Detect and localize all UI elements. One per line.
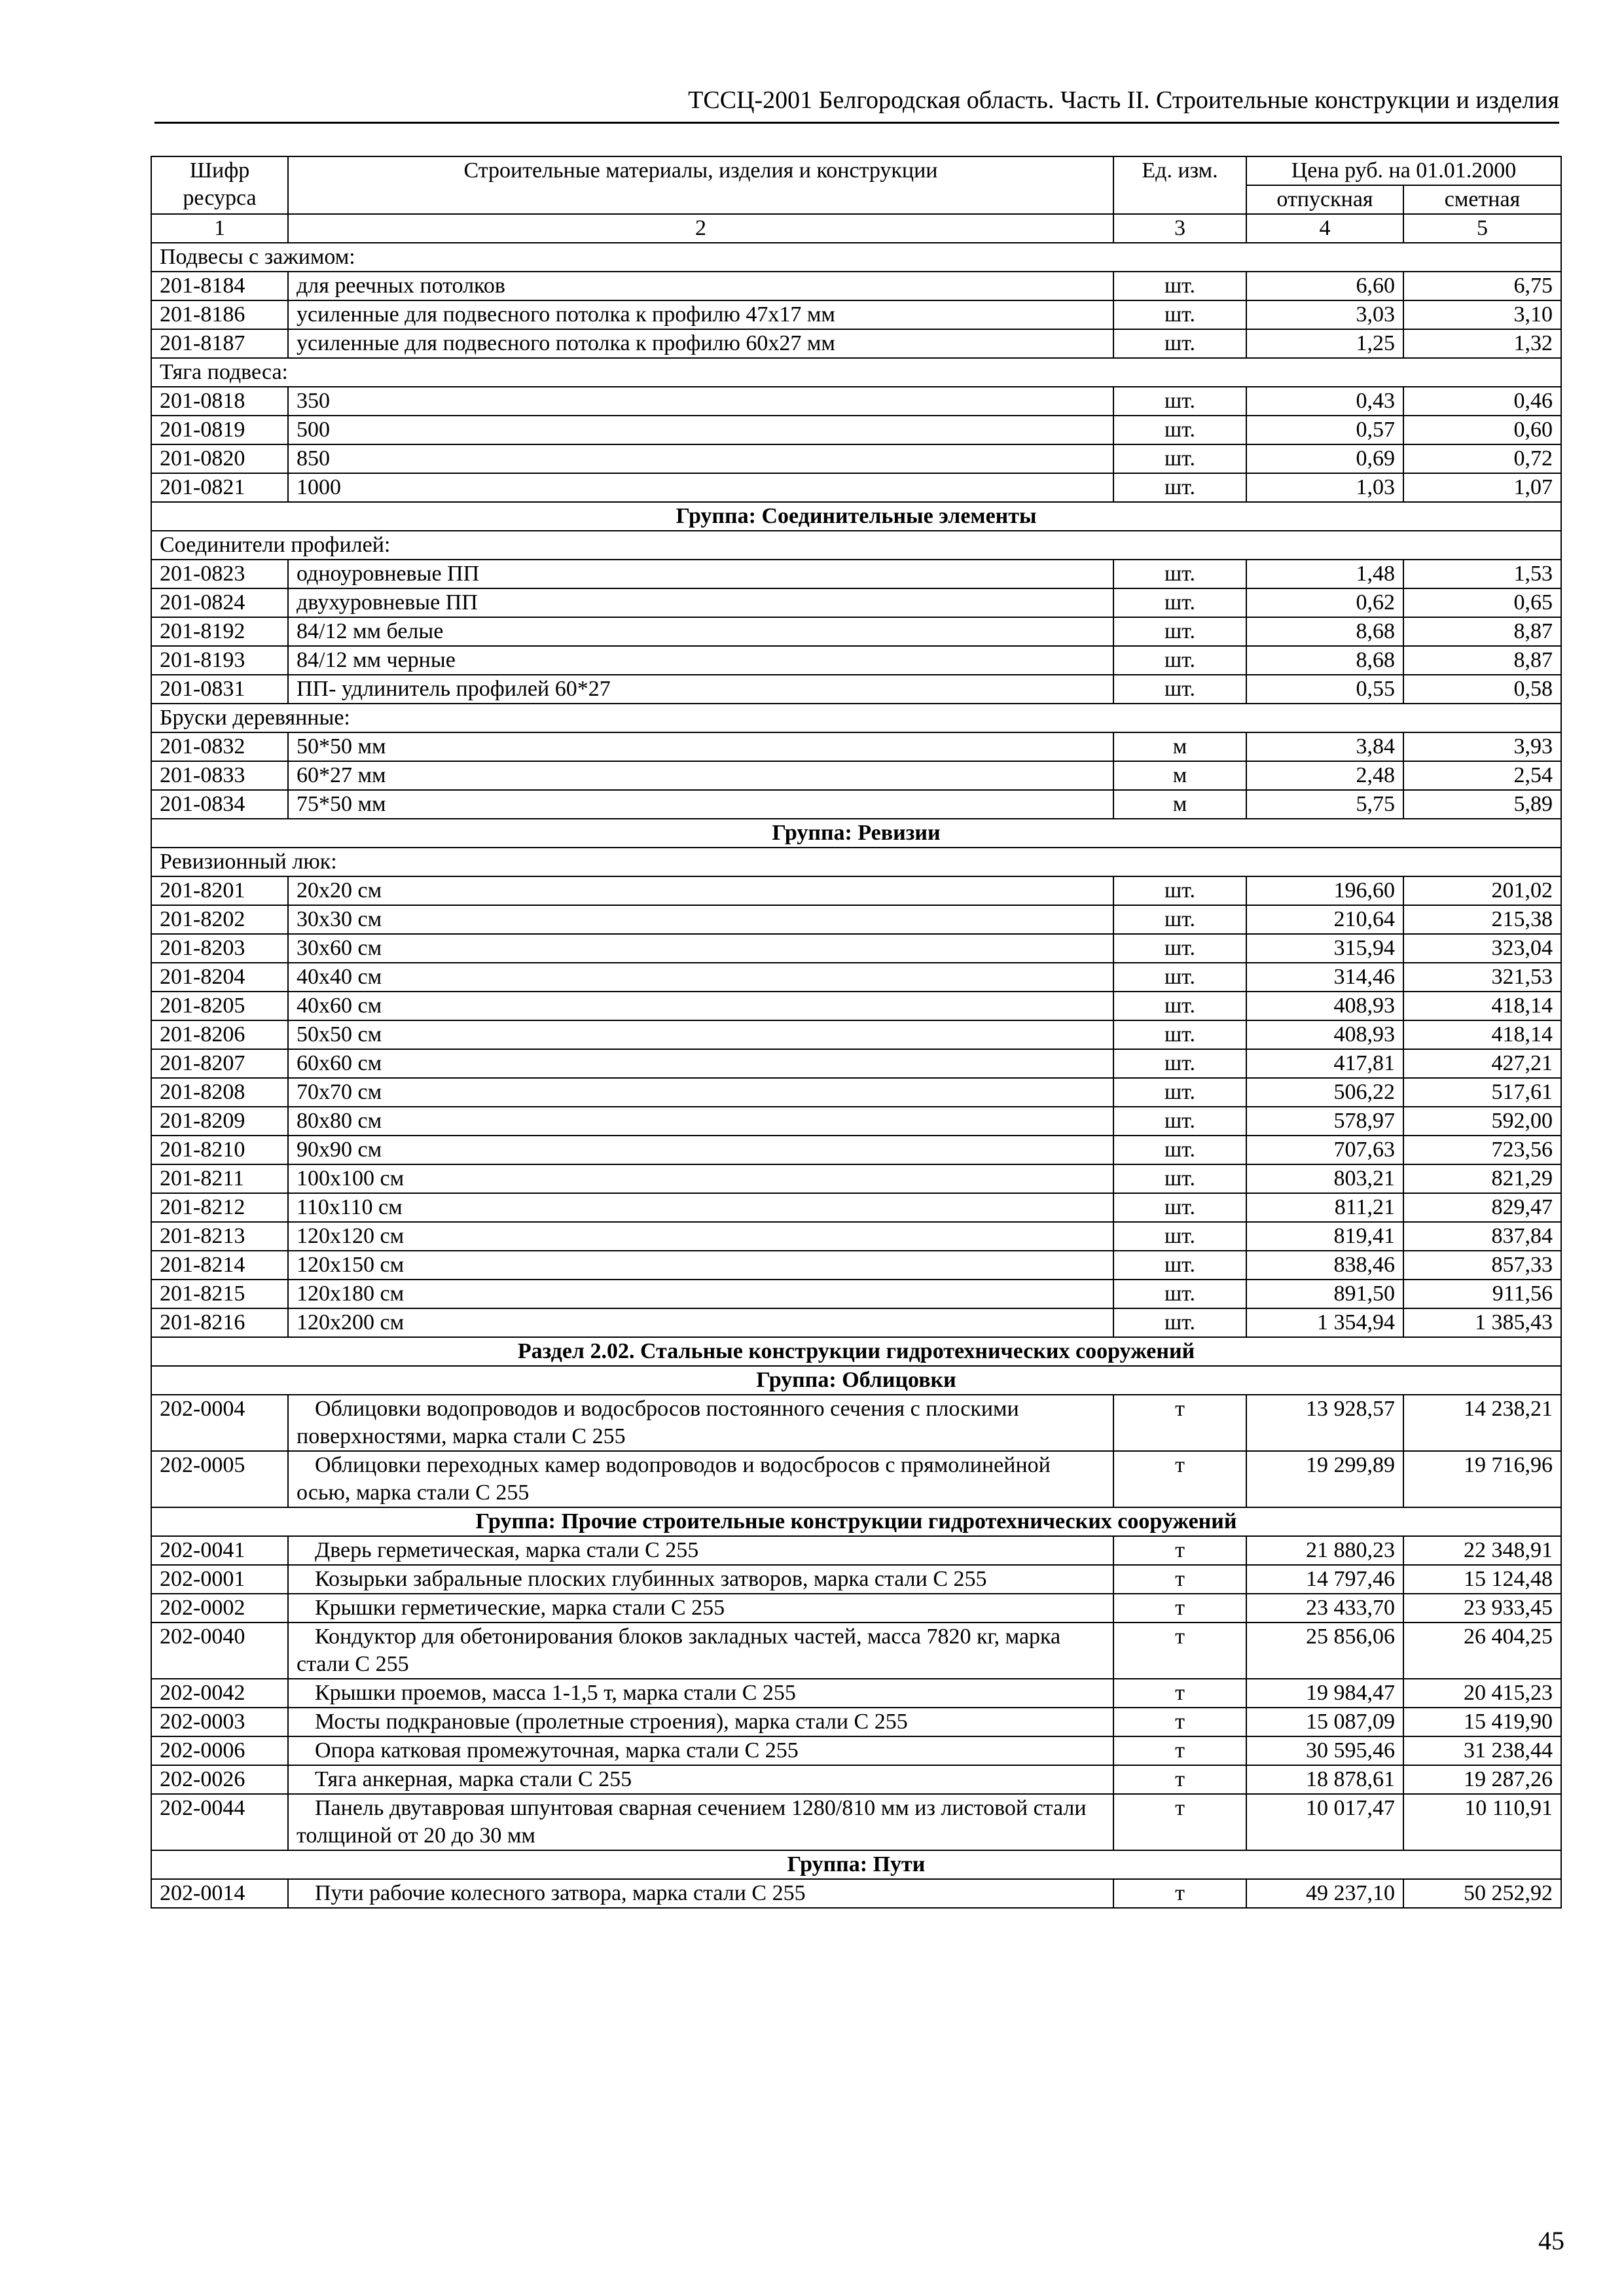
estimate-price: 26 404,25 — [1403, 1623, 1561, 1679]
unit-of-measure: шт. — [1113, 1164, 1246, 1193]
resource-code: 201-8212 — [151, 1193, 288, 1222]
release-price: 19 984,47 — [1246, 1679, 1403, 1708]
subgroup-heading: Подвесы с зажимом: — [151, 243, 1561, 272]
material-name: 30х30 см — [288, 905, 1113, 934]
material-name: 80х80 см — [288, 1107, 1113, 1136]
table-row — [151, 1708, 1561, 1736]
subgroup-heading-row — [151, 848, 1561, 876]
group-heading: Группа: Облицовки — [151, 1366, 1561, 1395]
subgroup-heading-row — [151, 358, 1561, 387]
unit-of-measure: шт. — [1113, 646, 1246, 675]
resource-code: 201-0824 — [151, 588, 288, 617]
table-row — [151, 963, 1561, 992]
release-price: 0,55 — [1246, 675, 1403, 704]
resource-code: 202-0004 — [151, 1395, 288, 1451]
table-row — [151, 1222, 1561, 1251]
estimate-price: 31 238,44 — [1403, 1736, 1561, 1765]
unit-of-measure: шт. — [1113, 675, 1246, 704]
subgroup-heading-row — [151, 704, 1561, 732]
estimate-price: 911,56 — [1403, 1280, 1561, 1308]
estimate-price: 1,53 — [1403, 560, 1561, 588]
estimate-price: 8,87 — [1403, 617, 1561, 646]
table-row — [151, 1623, 1561, 1679]
resource-code: 201-0832 — [151, 732, 288, 761]
unit-of-measure: шт. — [1113, 1308, 1246, 1337]
release-price: 0,62 — [1246, 588, 1403, 617]
unit-of-measure: т — [1113, 1879, 1246, 1908]
resource-code: 202-0014 — [151, 1879, 288, 1908]
material-name: 40х40 см — [288, 963, 1113, 992]
release-price: 3,84 — [1246, 732, 1403, 761]
group-heading: Группа: Ревизии — [151, 819, 1561, 848]
release-price: 408,93 — [1246, 992, 1403, 1020]
unit-of-measure: шт. — [1113, 416, 1246, 444]
material-name: Крышки герметические, марка стали С 255 — [288, 1594, 1113, 1623]
unit-of-measure: шт. — [1113, 329, 1246, 358]
resource-code: 202-0006 — [151, 1736, 288, 1765]
material-name: 50*50 мм — [288, 732, 1113, 761]
resource-code: 201-8209 — [151, 1107, 288, 1136]
estimate-price: 3,93 — [1403, 732, 1561, 761]
unit-of-measure: шт. — [1113, 1107, 1246, 1136]
table-row — [151, 1451, 1561, 1507]
table-row — [151, 1049, 1561, 1078]
estimate-price: 0,46 — [1403, 387, 1561, 416]
resource-code: 201-0818 — [151, 387, 288, 416]
release-price: 0,57 — [1246, 416, 1403, 444]
resource-code: 201-0821 — [151, 473, 288, 502]
unit-of-measure: шт. — [1113, 992, 1246, 1020]
group-heading-row — [151, 1507, 1561, 1536]
material-name: 75*50 мм — [288, 790, 1113, 819]
table-row — [151, 1193, 1561, 1222]
resource-code: 202-0044 — [151, 1794, 288, 1850]
resource-code: 202-0005 — [151, 1451, 288, 1507]
material-name: 850 — [288, 444, 1113, 473]
estimate-price: 857,33 — [1403, 1251, 1561, 1280]
resource-code: 201-8208 — [151, 1078, 288, 1107]
unit-of-measure: т — [1113, 1623, 1246, 1679]
release-price: 1 354,94 — [1246, 1308, 1403, 1337]
table-row — [151, 387, 1561, 416]
unit-of-measure: т — [1113, 1451, 1246, 1507]
unit-of-measure: шт. — [1113, 963, 1246, 992]
material-name: 60х60 см — [288, 1049, 1113, 1078]
unit-of-measure: т — [1113, 1765, 1246, 1794]
resource-code: 201-8187 — [151, 329, 288, 358]
release-price: 838,46 — [1246, 1251, 1403, 1280]
estimate-price: 201,02 — [1403, 876, 1561, 905]
estimate-price: 6,75 — [1403, 272, 1561, 300]
material-name: Дверь герметическая, марка стали С 255 — [288, 1536, 1113, 1565]
table-row — [151, 876, 1561, 905]
subgroup-heading: Ревизионный люк: — [151, 848, 1561, 876]
release-price: 23 433,70 — [1246, 1594, 1403, 1623]
release-price: 30 595,46 — [1246, 1736, 1403, 1765]
estimate-price: 2,54 — [1403, 761, 1561, 790]
material-name: Опора катковая промежуточная, марка стали С 255 — [288, 1736, 1113, 1765]
material-name: усиленные для подвесного потолка к профилю 47х17 мм — [288, 300, 1113, 329]
group-heading-row — [151, 819, 1561, 848]
table-row — [151, 1078, 1561, 1107]
col-header-name: Строительные материалы, изделия и конструкции — [288, 156, 1113, 214]
resource-code: 201-8210 — [151, 1136, 288, 1164]
release-price: 1,48 — [1246, 560, 1403, 588]
estimate-price: 8,87 — [1403, 646, 1561, 675]
unit-of-measure: шт. — [1113, 1049, 1246, 1078]
estimate-price: 0,65 — [1403, 588, 1561, 617]
release-price: 196,60 — [1246, 876, 1403, 905]
group-heading-row — [151, 502, 1561, 531]
material-name: 40х60 см — [288, 992, 1113, 1020]
resource-code: 201-8214 — [151, 1251, 288, 1280]
material-name: Мосты подкрановые (пролетные строения), марка стали С 255 — [288, 1708, 1113, 1736]
table-row — [151, 1679, 1561, 1708]
release-price: 0,43 — [1246, 387, 1403, 416]
column-number: 3 — [1113, 214, 1246, 243]
resource-code: 201-8192 — [151, 617, 288, 646]
col-header-estimate-price: сметная — [1403, 185, 1561, 214]
estimate-price: 418,14 — [1403, 1020, 1561, 1049]
material-name: Тяга анкерная, марка стали С 255 — [288, 1765, 1113, 1794]
unit-of-measure: т — [1113, 1395, 1246, 1451]
release-price: 5,75 — [1246, 790, 1403, 819]
table-row — [151, 473, 1561, 502]
column-number: 2 — [288, 214, 1113, 243]
material-name: 84/12 мм белые — [288, 617, 1113, 646]
group-heading-row — [151, 1366, 1561, 1395]
unit-of-measure: т — [1113, 1679, 1246, 1708]
unit-of-measure: шт. — [1113, 473, 1246, 502]
section-heading-row — [151, 1337, 1561, 1366]
table-row — [151, 732, 1561, 761]
column-number-row — [151, 214, 1561, 243]
page-header — [154, 84, 1559, 124]
table-row — [151, 1136, 1561, 1164]
unit-of-measure: т — [1113, 1565, 1246, 1594]
release-price: 417,81 — [1246, 1049, 1403, 1078]
group-heading: Группа: Прочие строительные конструкции гидротехнических сооружений — [151, 1507, 1561, 1536]
material-name: 120х180 см — [288, 1280, 1113, 1308]
material-name: 50х50 см — [288, 1020, 1113, 1049]
resource-code: 201-8186 — [151, 300, 288, 329]
table-row — [151, 444, 1561, 473]
release-price: 14 797,46 — [1246, 1565, 1403, 1594]
unit-of-measure: м — [1113, 761, 1246, 790]
table-row — [151, 934, 1561, 963]
resource-code: 201-8205 — [151, 992, 288, 1020]
estimate-price: 15 419,90 — [1403, 1708, 1561, 1736]
unit-of-measure: шт. — [1113, 876, 1246, 905]
estimate-price: 427,21 — [1403, 1049, 1561, 1078]
material-name: 120х200 см — [288, 1308, 1113, 1337]
table-row — [151, 1164, 1561, 1193]
table-row — [151, 416, 1561, 444]
unit-of-measure: шт. — [1113, 1136, 1246, 1164]
table-row — [151, 646, 1561, 675]
material-name: 90х90 см — [288, 1136, 1113, 1164]
table-row — [151, 1536, 1561, 1565]
unit-of-measure: т — [1113, 1794, 1246, 1850]
material-name: усиленные для подвесного потолка к профилю 60х27 мм — [288, 329, 1113, 358]
price-table — [151, 156, 1562, 1909]
unit-of-measure: шт. — [1113, 617, 1246, 646]
estimate-price: 19 716,96 — [1403, 1451, 1561, 1507]
resource-code: 201-8202 — [151, 905, 288, 934]
group-heading: Группа: Пути — [151, 1850, 1561, 1879]
table-row — [151, 588, 1561, 617]
material-name: Козырьки забральные плоских глубинных затворов, марка стали С 255 — [288, 1565, 1113, 1594]
column-number: 4 — [1246, 214, 1403, 243]
estimate-price: 14 238,21 — [1403, 1395, 1561, 1451]
release-price: 8,68 — [1246, 646, 1403, 675]
col-header-code: Шифр ресурса — [151, 156, 288, 214]
table-row — [151, 905, 1561, 934]
estimate-price: 821,29 — [1403, 1164, 1561, 1193]
unit-of-measure: шт. — [1113, 1078, 1246, 1107]
release-price: 1,25 — [1246, 329, 1403, 358]
unit-of-measure: шт. — [1113, 1222, 1246, 1251]
table-row — [151, 1765, 1561, 1794]
material-name: Кондуктор для обетонирования блоков закладных частей, масса 7820 кг, марка стали С 255 — [288, 1623, 1113, 1679]
unit-of-measure: м — [1113, 790, 1246, 819]
document-title: ТССЦ-2001 Белгородская область. Часть II. Строительные конструкции и изделия — [688, 86, 1559, 114]
group-heading: Группа: Соединительные элементы — [151, 502, 1561, 531]
table-row — [151, 790, 1561, 819]
unit-of-measure: шт. — [1113, 560, 1246, 588]
material-name: двухуровневые ПП — [288, 588, 1113, 617]
table-row — [151, 617, 1561, 646]
estimate-price: 321,53 — [1403, 963, 1561, 992]
release-price: 819,41 — [1246, 1222, 1403, 1251]
material-name: 110х110 см — [288, 1193, 1113, 1222]
unit-of-measure: шт. — [1113, 444, 1246, 473]
unit-of-measure: шт. — [1113, 1193, 1246, 1222]
estimate-price: 1,07 — [1403, 473, 1561, 502]
release-price: 314,46 — [1246, 963, 1403, 992]
unit-of-measure: шт. — [1113, 934, 1246, 963]
resource-code: 202-0003 — [151, 1708, 288, 1736]
table-row — [151, 1594, 1561, 1623]
resource-code: 202-0041 — [151, 1536, 288, 1565]
estimate-price: 323,04 — [1403, 934, 1561, 963]
table-row — [151, 560, 1561, 588]
table-row — [151, 1251, 1561, 1280]
release-price: 21 880,23 — [1246, 1536, 1403, 1565]
table-row — [151, 1879, 1561, 1908]
resource-code: 201-8203 — [151, 934, 288, 963]
unit-of-measure: т — [1113, 1536, 1246, 1565]
resource-code: 201-8211 — [151, 1164, 288, 1193]
material-name: для реечных потолков — [288, 272, 1113, 300]
release-price: 315,94 — [1246, 934, 1403, 963]
resource-code: 201-8207 — [151, 1049, 288, 1078]
release-price: 811,21 — [1246, 1193, 1403, 1222]
subgroup-heading: Бруски деревянные: — [151, 704, 1561, 732]
estimate-price: 20 415,23 — [1403, 1679, 1561, 1708]
estimate-price: 10 110,91 — [1403, 1794, 1561, 1850]
material-name: 20х20 см — [288, 876, 1113, 905]
group-heading-row — [151, 1850, 1561, 1879]
table-row — [151, 992, 1561, 1020]
release-price: 803,21 — [1246, 1164, 1403, 1193]
resource-code: 202-0040 — [151, 1623, 288, 1679]
resource-code: 201-8193 — [151, 646, 288, 675]
release-price: 18 878,61 — [1246, 1765, 1403, 1794]
unit-of-measure: т — [1113, 1594, 1246, 1623]
material-name: 500 — [288, 416, 1113, 444]
material-name: 70х70 см — [288, 1078, 1113, 1107]
unit-of-measure: шт. — [1113, 905, 1246, 934]
table-header-row — [151, 156, 1561, 185]
estimate-price: 19 287,26 — [1403, 1765, 1561, 1794]
unit-of-measure: шт. — [1113, 1251, 1246, 1280]
estimate-price: 1,32 — [1403, 329, 1561, 358]
table-row — [151, 329, 1561, 358]
material-name: одноуровневые ПП — [288, 560, 1113, 588]
resource-code: 201-0823 — [151, 560, 288, 588]
estimate-price: 837,84 — [1403, 1222, 1561, 1251]
estimate-price: 15 124,48 — [1403, 1565, 1561, 1594]
table-row — [151, 761, 1561, 790]
resource-code: 202-0002 — [151, 1594, 288, 1623]
material-name: Панель двутавровая шпунтовая сварная сечением 1280/810 мм из листовой стали толщиной от 20 до 30 мм — [288, 1794, 1113, 1850]
material-name: 60*27 мм — [288, 761, 1113, 790]
resource-code: 201-0834 — [151, 790, 288, 819]
material-name: Облицовки переходных камер водопроводов и водосбросов с прямолинейной осью, марка стали С 255 — [288, 1451, 1113, 1507]
material-name: 120х150 см — [288, 1251, 1113, 1280]
estimate-price: 50 252,92 — [1403, 1879, 1561, 1908]
release-price: 15 087,09 — [1246, 1708, 1403, 1736]
subgroup-heading-row — [151, 243, 1561, 272]
release-price: 10 017,47 — [1246, 1794, 1403, 1850]
release-price: 49 237,10 — [1246, 1879, 1403, 1908]
release-price: 3,03 — [1246, 300, 1403, 329]
material-name: Пути рабочие колесного затвора, марка стали С 255 — [288, 1879, 1113, 1908]
estimate-price: 5,89 — [1403, 790, 1561, 819]
estimate-price: 22 348,91 — [1403, 1536, 1561, 1565]
resource-code: 202-0026 — [151, 1765, 288, 1794]
release-price: 13 928,57 — [1246, 1395, 1403, 1451]
resource-code: 201-0819 — [151, 416, 288, 444]
resource-code: 201-8201 — [151, 876, 288, 905]
estimate-price: 829,47 — [1403, 1193, 1561, 1222]
estimate-price: 592,00 — [1403, 1107, 1561, 1136]
price-table-body — [151, 156, 1561, 1908]
subgroup-heading: Тяга подвеса: — [151, 358, 1561, 387]
material-name: 120х120 см — [288, 1222, 1113, 1251]
estimate-price: 418,14 — [1403, 992, 1561, 1020]
column-number: 5 — [1403, 214, 1561, 243]
subgroup-heading: Соединители профилей: — [151, 531, 1561, 560]
resource-code: 202-0001 — [151, 1565, 288, 1594]
unit-of-measure: м — [1113, 732, 1246, 761]
table-row — [151, 1107, 1561, 1136]
estimate-price: 215,38 — [1403, 905, 1561, 934]
unit-of-measure: шт. — [1113, 300, 1246, 329]
release-price: 1,03 — [1246, 473, 1403, 502]
unit-of-measure: т — [1113, 1736, 1246, 1765]
resource-code: 201-8204 — [151, 963, 288, 992]
estimate-price: 0,58 — [1403, 675, 1561, 704]
table-row — [151, 1280, 1561, 1308]
resource-code: 201-8184 — [151, 272, 288, 300]
table-row — [151, 272, 1561, 300]
section-heading: Раздел 2.02. Стальные конструкции гидротехнических сооружений — [151, 1337, 1561, 1366]
release-price: 408,93 — [1246, 1020, 1403, 1049]
table-row — [151, 1565, 1561, 1594]
resource-code: 201-8216 — [151, 1308, 288, 1337]
resource-code: 201-8213 — [151, 1222, 288, 1251]
col-header-release-price: отпускная — [1246, 185, 1403, 214]
estimate-price: 0,60 — [1403, 416, 1561, 444]
release-price: 0,69 — [1246, 444, 1403, 473]
resource-code: 202-0042 — [151, 1679, 288, 1708]
material-name: Крышки проемов, масса 1-1,5 т, марка стали С 255 — [288, 1679, 1113, 1708]
table-row — [151, 300, 1561, 329]
table-row — [151, 675, 1561, 704]
table-row — [151, 1736, 1561, 1765]
resource-code: 201-8206 — [151, 1020, 288, 1049]
unit-of-measure: шт. — [1113, 387, 1246, 416]
col-header-price: Цена руб. на 01.01.2000 — [1246, 156, 1561, 185]
table-row — [151, 1395, 1561, 1451]
release-price: 707,63 — [1246, 1136, 1403, 1164]
release-price: 19 299,89 — [1246, 1451, 1403, 1507]
material-name: ПП- удлинитель профилей 60*27 — [288, 675, 1113, 704]
table-row — [151, 1020, 1561, 1049]
release-price: 578,97 — [1246, 1107, 1403, 1136]
unit-of-measure: шт. — [1113, 1020, 1246, 1049]
unit-of-measure: шт. — [1113, 588, 1246, 617]
material-name: 84/12 мм черные — [288, 646, 1113, 675]
material-name: Облицовки водопроводов и водосбросов постоянного сечения с плоскими поверхностями, марка стали С 255 — [288, 1395, 1113, 1451]
release-price: 891,50 — [1246, 1280, 1403, 1308]
material-name: 30х60 см — [288, 934, 1113, 963]
release-price: 2,48 — [1246, 761, 1403, 790]
resource-code: 201-0833 — [151, 761, 288, 790]
column-number: 1 — [151, 214, 288, 243]
estimate-price: 1 385,43 — [1403, 1308, 1561, 1337]
table-row — [151, 1794, 1561, 1850]
subgroup-heading-row — [151, 531, 1561, 560]
page-number: 45 — [1538, 2226, 1564, 2255]
release-price: 210,64 — [1246, 905, 1403, 934]
material-name: 100х100 см — [288, 1164, 1113, 1193]
resource-code: 201-0831 — [151, 675, 288, 704]
table-row — [151, 1308, 1561, 1337]
unit-of-measure: шт. — [1113, 272, 1246, 300]
estimate-price: 23 933,45 — [1403, 1594, 1561, 1623]
release-price: 6,60 — [1246, 272, 1403, 300]
resource-code: 201-0820 — [151, 444, 288, 473]
estimate-price: 3,10 — [1403, 300, 1561, 329]
resource-code: 201-8215 — [151, 1280, 288, 1308]
estimate-price: 723,56 — [1403, 1136, 1561, 1164]
release-price: 506,22 — [1246, 1078, 1403, 1107]
material-name: 350 — [288, 387, 1113, 416]
unit-of-measure: шт. — [1113, 1280, 1246, 1308]
unit-of-measure: т — [1113, 1708, 1246, 1736]
estimate-price: 0,72 — [1403, 444, 1561, 473]
release-price: 25 856,06 — [1246, 1623, 1403, 1679]
col-header-unit: Ед. изм. — [1113, 156, 1246, 214]
material-name: 1000 — [288, 473, 1113, 502]
release-price: 8,68 — [1246, 617, 1403, 646]
estimate-price: 517,61 — [1403, 1078, 1561, 1107]
